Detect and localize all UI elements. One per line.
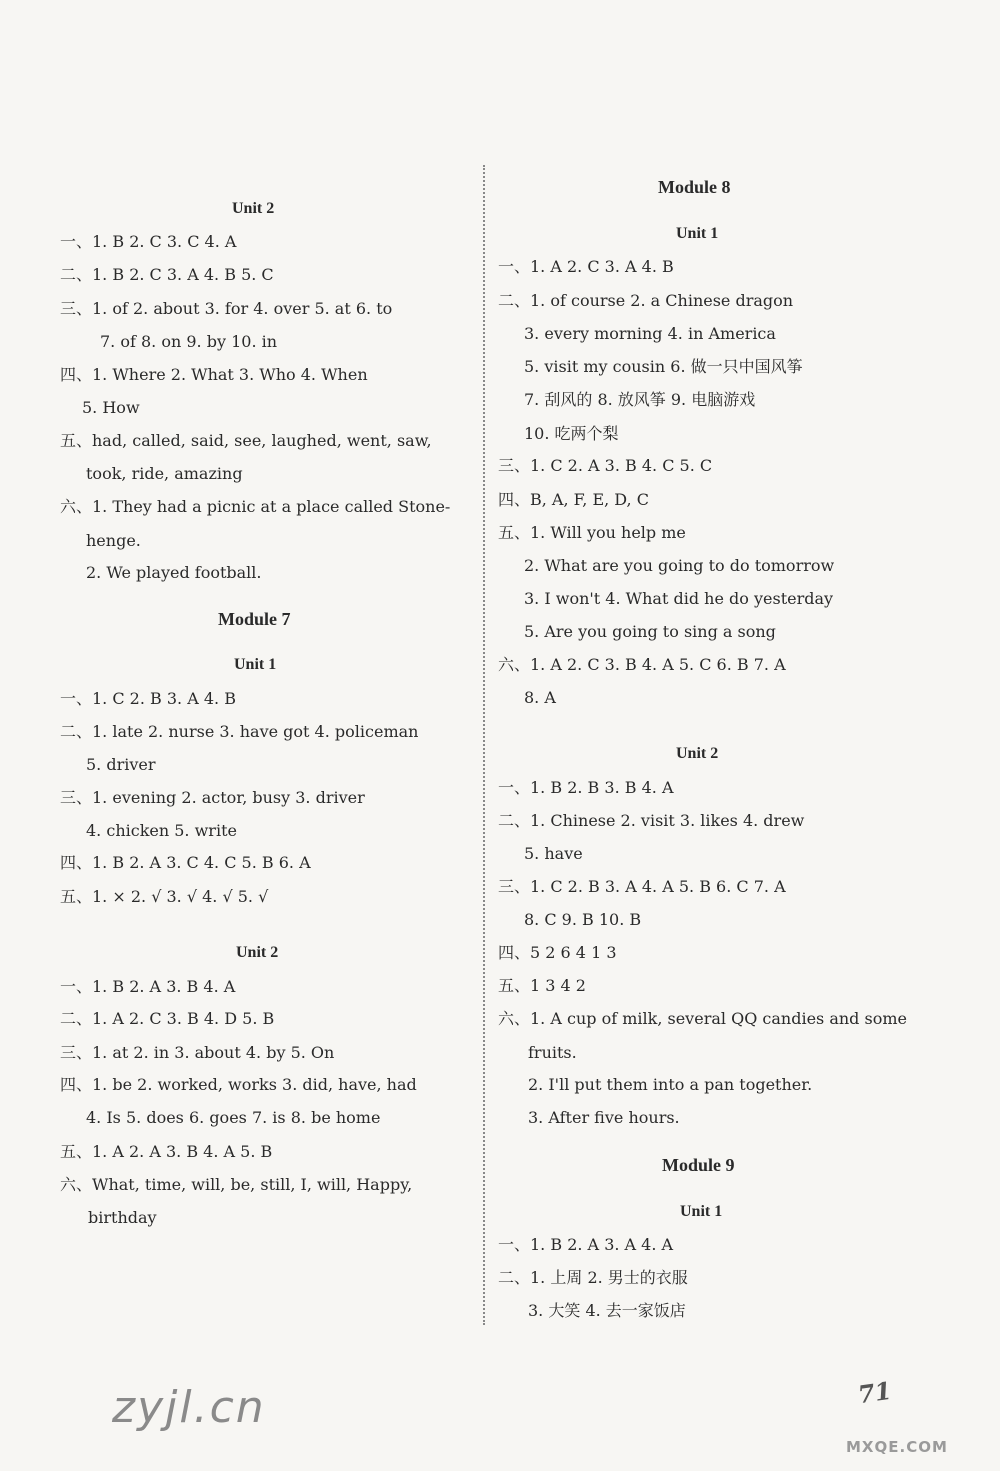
answer-line: 五、1. Will you help me bbox=[498, 523, 686, 542]
answer-line: 4. Is 5. does 6. goes 7. is 8. be home bbox=[86, 1108, 381, 1127]
answer-line: 一、1. B 2. A 3. A 4. A bbox=[498, 1235, 674, 1254]
answer-line: 5. visit my cousin 6. 做一只中国风筝 bbox=[524, 357, 803, 376]
unit-heading: Unit 2 bbox=[232, 200, 275, 217]
answer-line: 一、1. A 2. C 3. A 4. B bbox=[498, 257, 674, 276]
answer-line: 三、1. of 2. about 3. for 4. over 5. at 6. to bbox=[60, 299, 393, 318]
answer-line: 四、1. be 2. worked, works 3. did, have, had bbox=[60, 1075, 417, 1094]
answer-line: 5. How bbox=[82, 398, 140, 417]
answer-line: 2. We played football. bbox=[86, 563, 262, 582]
answer-line: 7. 刮风的 8. 放风筝 9. 电脑游戏 bbox=[524, 390, 756, 409]
answer-line: 5. driver bbox=[86, 755, 156, 774]
answer-line: 二、1. Chinese 2. visit 3. likes 4. drew bbox=[498, 811, 805, 830]
unit-heading: Unit 1 bbox=[680, 1203, 723, 1220]
answer-line: took, ride, amazing bbox=[86, 464, 243, 483]
answer-line: henge. bbox=[86, 531, 141, 550]
answer-line: fruits. bbox=[528, 1043, 577, 1062]
answer-line: 三、1. evening 2. actor, busy 3. driver bbox=[60, 788, 365, 807]
answer-line: 三、1. at 2. in 3. about 4. by 5. On bbox=[60, 1043, 335, 1062]
answer-line: 一、1. B 2. C 3. C 4. A bbox=[60, 232, 237, 251]
answer-line: 3. 大笑 4. 去一家饭店 bbox=[528, 1301, 686, 1320]
answer-line: 8. C 9. B 10. B bbox=[524, 910, 642, 929]
unit-heading: Unit 1 bbox=[676, 225, 719, 242]
answer-line: 8. A bbox=[524, 688, 556, 707]
answer-line: 4. chicken 5. write bbox=[86, 821, 237, 840]
answer-line: 一、1. B 2. A 3. B 4. A bbox=[60, 977, 236, 996]
answer-line: 四、5 2 6 4 1 3 bbox=[498, 943, 617, 962]
answer-line: 5. Are you going to sing a song bbox=[524, 622, 776, 641]
answer-line: 六、What, time, will, be, still, I, will, Happy, bbox=[60, 1175, 413, 1194]
answer-line: 四、B, A, F, E, D, C bbox=[498, 490, 649, 509]
answer-line: 二、1. 上周 2. 男士的衣服 bbox=[498, 1268, 688, 1287]
answer-line: 5. have bbox=[524, 844, 583, 863]
answer-line: 二、1. A 2. C 3. B 4. D 5. B bbox=[60, 1009, 275, 1028]
answer-line: 四、1. Where 2. What 3. Who 4. When bbox=[60, 365, 368, 384]
answer-line: 六、1. A 2. C 3. B 4. A 5. C 6. B 7. A bbox=[498, 655, 786, 674]
answer-line: 10. 吃两个梨 bbox=[524, 424, 619, 443]
answer-line: 一、1. C 2. B 3. A 4. B bbox=[60, 689, 236, 708]
answer-line: 六、1. A cup of milk, several QQ candies and some bbox=[498, 1009, 907, 1028]
unit-heading: Unit 1 bbox=[234, 656, 277, 673]
answer-line: 五、1 3 4 2 bbox=[498, 976, 586, 995]
answer-line: 3. After five hours. bbox=[528, 1108, 680, 1127]
watermark-text: zyjl.cn bbox=[112, 1382, 266, 1433]
answer-line: 五、1. × 2. √ 3. √ 4. √ 5. √ bbox=[60, 887, 269, 906]
unit-heading: Unit 2 bbox=[676, 745, 719, 762]
answer-line: 二、1. of course 2. a Chinese dragon bbox=[498, 291, 794, 310]
answer-line: 3. I won't 4. What did he do yesterday bbox=[524, 589, 834, 608]
answer-line: 三、1. C 2. B 3. A 4. A 5. B 6. C 7. A bbox=[498, 877, 786, 896]
answer-line: 一、1. B 2. B 3. B 4. A bbox=[498, 778, 674, 797]
module-heading: Module 9 bbox=[662, 1155, 735, 1175]
answer-line: 二、1. B 2. C 3. A 4. B 5. C bbox=[60, 265, 274, 284]
answer-line: 二、1. late 2. nurse 3. have got 4. policeman bbox=[60, 722, 419, 741]
answer-line: 2. I'll put them into a pan together. bbox=[528, 1075, 813, 1094]
answer-line: 六、1. They had a picnic at a place called Stone- bbox=[60, 497, 451, 516]
answer-line: 五、1. A 2. A 3. B 4. A 5. B bbox=[60, 1142, 273, 1161]
module-heading: Module 7 bbox=[218, 609, 291, 629]
divider bbox=[483, 165, 485, 1325]
answer-line: 7. of 8. on 9. by 10. in bbox=[100, 332, 278, 351]
answer-line: 三、1. C 2. A 3. B 4. C 5. C bbox=[498, 456, 713, 475]
answer-line: 2. What are you going to do tomorrow bbox=[524, 556, 835, 575]
watermark-text: MXQE.COM bbox=[846, 1438, 948, 1456]
answer-line: 3. every morning 4. in America bbox=[524, 324, 776, 343]
answer-line: birthday bbox=[88, 1208, 157, 1227]
answer-line: 四、1. B 2. A 3. C 4. C 5. B 6. A bbox=[60, 853, 311, 872]
page-number: 71 bbox=[856, 1375, 894, 1410]
answer-line: 五、had, called, said, see, laughed, went, saw, bbox=[60, 431, 432, 450]
module-heading: Module 8 bbox=[658, 177, 731, 197]
unit-heading: Unit 2 bbox=[236, 944, 279, 961]
